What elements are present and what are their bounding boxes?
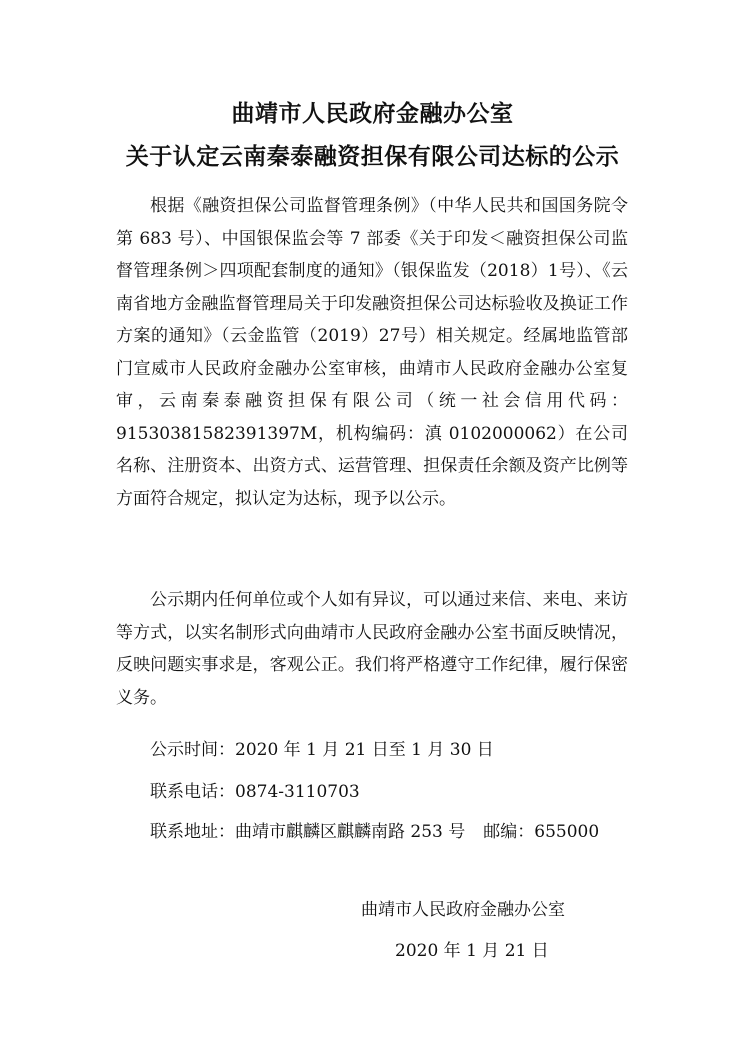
signature-organization: 曲靖市人民政府金融办公室 — [361, 900, 565, 920]
body-paragraph-1: 根据《融资担保公司监督管理条例》（中华人民共和国国务院令第 683 号）、中国银保监会等 7 部委《关于印发＜融资担保公司监督管理条例＞四项配套制度的通知》（银保监发（2018）1号）、《云南省地方金融监督管理局关于印发融资担保公司达标验收及换证工作方案的通知》（云金监管（2019）27号）相关规定。经属地监管部门宣威市人民政府金融办公室审核，曲靖市人民政府金融办公室复审，云南秦泰融资担保有限公司（统一社会信用代码：91530381582391397M，机构编码：滇 0102000062）在公司名称、注册资本、出资方式、运营管理、担保责任余额及资产比例等方面符合规定，拟认定为达标，现予以公示。 — [116, 196, 628, 509]
notice-period: 公示时间：2020 年 1 月 21 日至 1 月 30 日 — [150, 740, 494, 760]
postcode: 邮编：655000 — [483, 822, 600, 842]
signature-date: 2020 年 1 月 21 日 — [395, 941, 549, 961]
contact-address-line — [150, 820, 599, 844]
body-paragraph-2: 公示期内任何单位或个人如有异议，可以通过来信、来电、来访等方式，以实名制形式向曲靖市人民政府金融办公室书面反映情况，反映问题实事求是，客观公正。我们将严格遵守工作纪律，履行保密义务。 — [116, 590, 628, 708]
document-title-line2: 关于认定云南秦泰融资担保有限公司达标的公示 — [125, 143, 620, 170]
contact-address: 联系地址：曲靖市麒麟区麒麟南路 253 号 — [150, 822, 466, 842]
document-title-line1: 曲靖市人民政府金融办公室 — [231, 100, 514, 127]
contact-phone: 联系电话：0874-3110703 — [150, 782, 360, 802]
